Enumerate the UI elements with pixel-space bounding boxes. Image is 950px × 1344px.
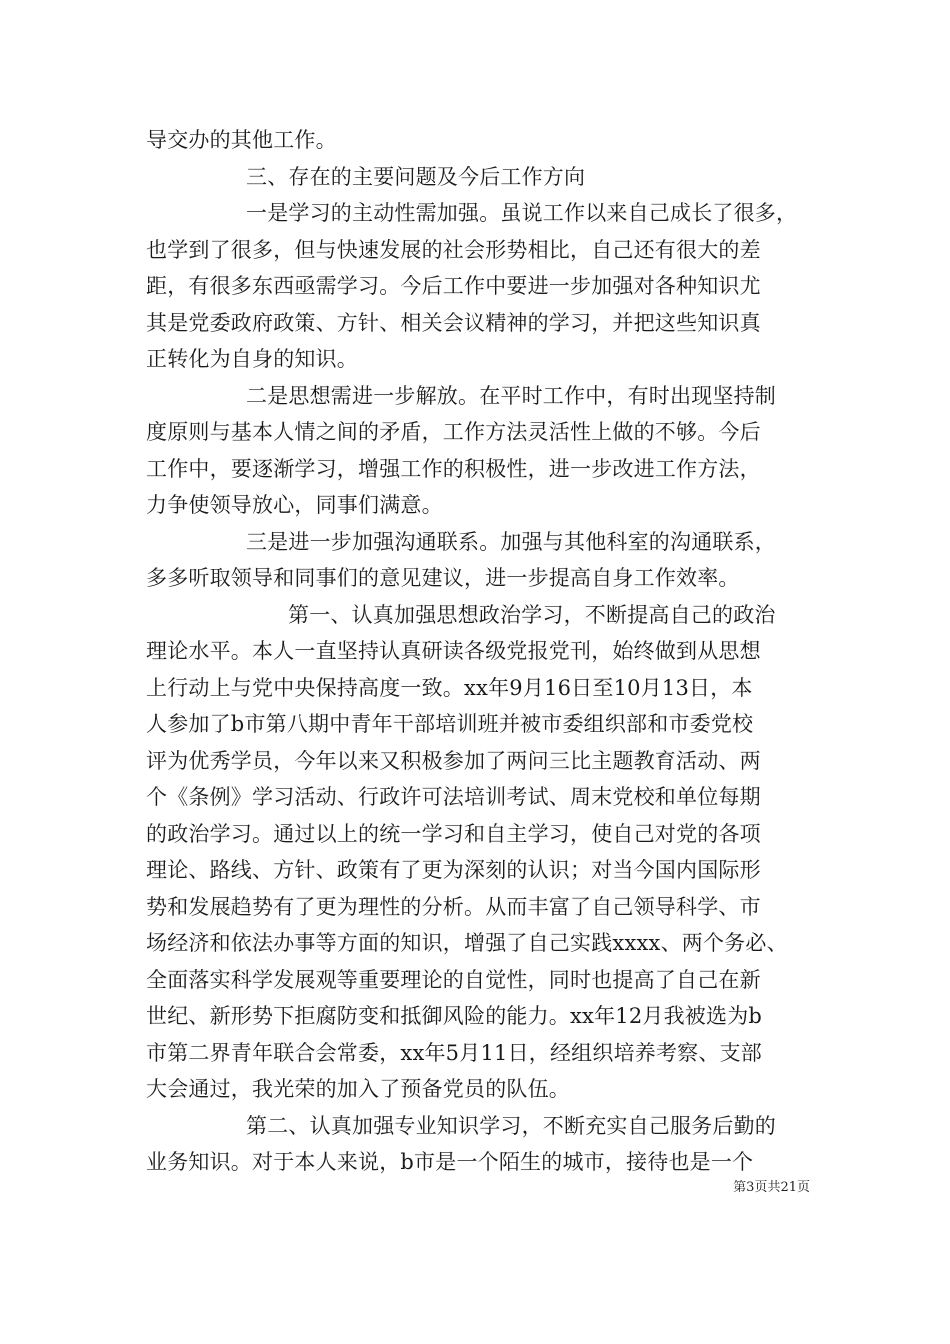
text-line: 力争使领导放心，同事们满意。 xyxy=(146,493,443,517)
text-line: 理论、路线、方针、政策有了更为深刻的认识；对当今国内国际形 xyxy=(146,858,761,882)
text-line: 的政治学习。通过以上的统一学习和自主学习，使自己对党的各项 xyxy=(146,821,761,846)
text-line: 上行动上与党中央保持高度一致。xx年9月16日至10月13日，本 xyxy=(146,675,753,700)
text-line: 其是党委政府政策、方针、相关会议精神的学习，并把这些知识真 xyxy=(146,310,761,335)
text-line: 多多听取领导和同事们的意见建议，进一步提高自身工作效率。 xyxy=(146,566,740,590)
text-line: 全面落实科学发展观等重要理论的自觉性，同时也提高了自己在新 xyxy=(146,967,761,992)
text-line: 业务知识。对于本人来说，b市是一个陌生的城市，接待也是一个 xyxy=(146,1150,754,1174)
text-line: 导交办的其他工作。 xyxy=(146,128,337,152)
text-line: 度原则与基本人情之间的矛盾，工作方法灵活性上做的不够。今后 xyxy=(146,420,761,444)
text-line: 距，有很多东西亟需学习。今后工作中要进一步加强对各种知识尤 xyxy=(146,274,761,298)
text-line: 个《条例》学习活动、行政许可法培训考试、周末党校和单位每期 xyxy=(146,785,761,809)
text-line: 世纪、新形势下拒腐防变和抵御风险的能力。xx年12月我被选为b xyxy=(146,1004,763,1028)
text-line: 三是进一步加强沟通联系。加强与其他科室的沟通联系， xyxy=(246,529,776,554)
text-line: 势和发展趋势有了更为理性的分析。从而丰富了自己领导科学、市 xyxy=(146,894,761,919)
text-line: 也学到了很多，但与快速发展的社会形势相比，自己还有很大的差 xyxy=(146,237,761,262)
text-line: 评为优秀学员，今年以来又积极参加了两问三比主题教育活动、两 xyxy=(146,748,761,773)
page-number: 第3页共21页 xyxy=(733,1180,810,1195)
text-line: 大会通过，我光荣的加入了预备党员的队伍。 xyxy=(146,1077,570,1101)
text-line: 二是思想需进一步解放。在平时工作中，有时出现坚持制 xyxy=(246,383,776,408)
section-heading: 三、存在的主要问题及今后工作方向 xyxy=(246,164,586,189)
text-line: 一是学习的主动性需加强。虽说工作以来自己成长了很多， xyxy=(246,201,798,225)
text-line: 人参加了b市第八期中青年干部培训班并被市委组织部和市委党校 xyxy=(146,712,754,736)
text-line: 工作中，要逐渐学习，增强工作的积极性，进一步改进工作方法， xyxy=(146,456,761,481)
text-line: 正转化为自身的知识。 xyxy=(146,347,358,371)
text-line: 市第二界青年联合会常委，xx年5月11日，经组织培养考察、支部 xyxy=(146,1040,762,1065)
text-line: 第一、认真加强思想政治学习，不断提高自己的政治 xyxy=(288,602,776,627)
text-line: 第二、认真加强专业知识学习，不断充实自己服务后勤的 xyxy=(246,1113,776,1138)
text-line: 场经济和依法办事等方面的知识，增强了自己实践xxxx、两个务必、 xyxy=(146,931,788,955)
document-body xyxy=(146,122,806,1181)
text-line: 理论水平。本人一直坚持认真研读各级党报党刊，始终做到从思想 xyxy=(146,639,761,663)
